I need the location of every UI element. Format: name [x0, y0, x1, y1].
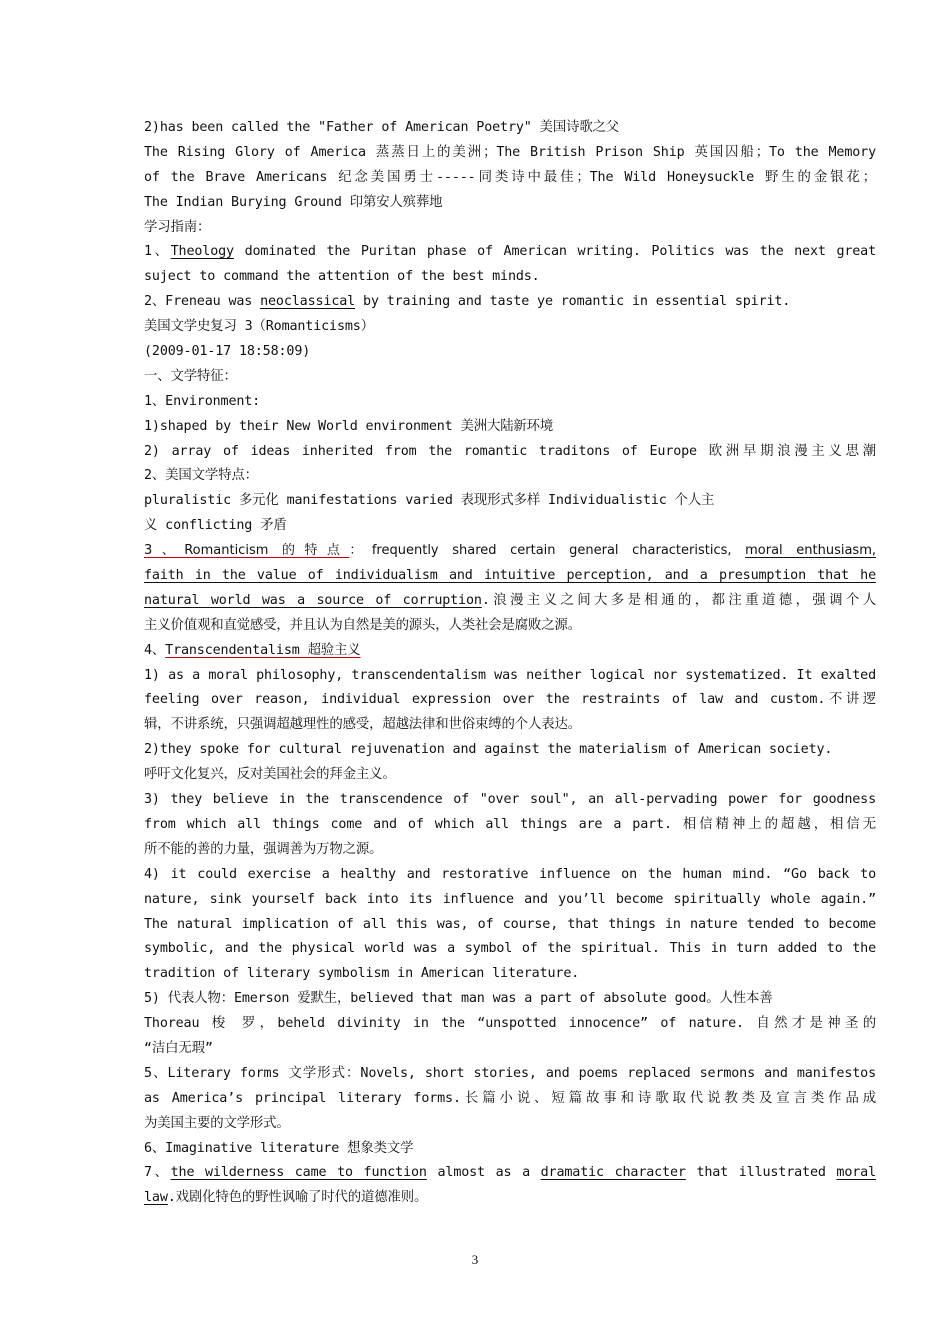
- text-line: from which all things come and of which all things are a part. 相信精神上的超越，相信无: [144, 816, 876, 832]
- list-number: 7、: [144, 1165, 171, 1181]
- text-line: of the Brave Americans 纪念美国勇士-----同类诗中最佳；The Wild Honeysuckle 野生的金银花；: [144, 169, 876, 185]
- text-line: 所不能的善的力量，强调善为万物之源。: [144, 841, 383, 857]
- section-heading: 一、文学特征：: [144, 368, 237, 384]
- underlined-phrase: natural world was a source of corruption: [144, 592, 482, 608]
- text-line: 2) array of ideas inherited from the romantic traditons of Europe 欧洲早期浪漫主义思潮: [144, 443, 876, 459]
- text-line: 2)has been called the "Father of American Poetry" 美国诗歌之父: [144, 120, 620, 135]
- text-line: suject to command the attention of the best minds.: [144, 269, 540, 285]
- text-line: 义 conflicting 矛盾: [144, 518, 287, 534]
- text-line-romanticism: [144, 539, 876, 564]
- text-line: 2)they spoke for cultural rejuvenation and against the materialism of American society.: [144, 742, 833, 758]
- text-span: that illustrated: [685, 1165, 837, 1181]
- text-line: 为美国主要的文学形式。: [144, 1115, 290, 1131]
- text-span: ：frequently shared certain general characteristics,: [349, 543, 746, 559]
- text-line-wilderness: [144, 1161, 876, 1186]
- text-line: symbolic, and the physical world was a symbol of the spiritual. This in turn added to the: [144, 941, 876, 957]
- text-line-freneau: [144, 290, 876, 315]
- text-span: almost as a: [426, 1165, 541, 1181]
- page-number: 3: [471, 1252, 479, 1267]
- text-line-theology: [144, 240, 876, 265]
- section-heading-study-guide: 学习指南：: [144, 219, 211, 235]
- text-line: [144, 589, 876, 614]
- text-line: pluralistic 多元化 manifestations varied 表现形式多样 Individualistic 个人主: [144, 493, 715, 509]
- red-underlined-heading: Transcendentalism 超验主义: [165, 642, 361, 658]
- text-line: 4) it could exercise a healthy and restorative influence on the human mind. “Go back to: [144, 866, 876, 882]
- text-span: by training and taste ye romantic in essential spirit.: [355, 294, 791, 310]
- text-line: 5) 代表人物：Emerson 爱默生，believed that man was a part of absolute good。人性本善: [144, 991, 773, 1007]
- text-line: nature, sink yourself back into its influence and you’ll become spiritually whole again.”: [144, 891, 876, 907]
- text-span: dominated the Puritan phase of American writing. Politics was the next great: [233, 244, 877, 260]
- list-number: 4、: [144, 642, 166, 658]
- text-line: 1) as a moral philosophy, transcendentalism was neither logical nor systematized. It exalted: [144, 667, 876, 683]
- underlined-phrase: moral: [836, 1165, 876, 1181]
- underlined-term: Theology: [170, 244, 234, 260]
- red-underlined-heading: 3、Romanticism 的特点: [144, 543, 350, 559]
- text-line: 主义价值观和直觉感受，并且认为自然是美的源头，人类社会是腐败之源。: [144, 617, 581, 633]
- text-line: [144, 564, 876, 589]
- underlined-term: neoclassical: [260, 294, 356, 310]
- text-span: .戏剧化特色的野性讽喻了时代的道德准则。: [167, 1190, 428, 1206]
- underlined-phrase: moral enthusiasm,: [745, 543, 876, 559]
- text-line: 1)shaped by their New World environment 美洲大陆新环境: [144, 418, 554, 434]
- article-timestamp: (2009-01-17 18:58:09): [144, 344, 311, 360]
- text-line: 6、Imaginative literature 想象类文学: [144, 1140, 414, 1156]
- text-line: 呼吁文化复兴，反对美国社会的拜金主义。: [144, 767, 396, 783]
- text-line: as America’s principal literary forms.长篇小说、短篇故事和诗歌取代说教类及宣言类作品成: [144, 1090, 876, 1106]
- underlined-phrase: law: [144, 1190, 168, 1206]
- text-span: 2、Freneau was: [144, 294, 261, 310]
- text-line: tradition of literary symbolism in American literature.: [144, 966, 580, 982]
- document-body: [144, 116, 876, 1211]
- list-number: 1、: [144, 244, 171, 260]
- text-line: The Rising Glory of America 蒸蒸日上的美洲；The British Prison Ship 英国囚船；To the Memory: [144, 144, 876, 160]
- text-line-transcendentalism: [144, 639, 876, 664]
- text-line: Thoreau 梭 罗，beheld divinity in the “unspotted innocence” of nature. 自然才是神圣的: [144, 1016, 876, 1032]
- text-line: 1、Environment:: [144, 393, 261, 409]
- text-line: The natural implication of all this was, of course, that things in nature tended to become: [144, 916, 876, 932]
- article-title: 美国文学史复习 3（Romanticisms）: [144, 319, 374, 335]
- text-line: [144, 1186, 876, 1211]
- underlined-phrase: the wilderness came to function: [170, 1165, 427, 1181]
- text-line: feeling over reason, individual expression over the restraints of law and custom.不讲逻: [144, 692, 876, 708]
- underlined-phrase: faith in the value of individualism and intuitive perception, and a presumption that he: [144, 568, 876, 584]
- text-line: 3) they believe in the transcendence of "over soul", an all-pervading power for goodness: [144, 792, 876, 808]
- underlined-phrase: dramatic character: [540, 1165, 686, 1181]
- text-line: 5、Literary forms 文学形式：Novels, short stories, and poems replaced sermons and manifestos: [144, 1065, 876, 1081]
- text-line: 辑，不讲系统，只强调超越理性的感受，超越法律和世俗束缚的个人表达。: [144, 717, 581, 733]
- text-line: 2、美国文学特点：: [144, 468, 258, 484]
- text-line: “洁白无瑕”: [144, 1040, 213, 1056]
- text-span: .浪漫主义之间大多是相通的，都注重道德，强调个人: [481, 592, 876, 608]
- text-line: The Indian Burying Ground 印第安人殡葬地: [144, 194, 443, 210]
